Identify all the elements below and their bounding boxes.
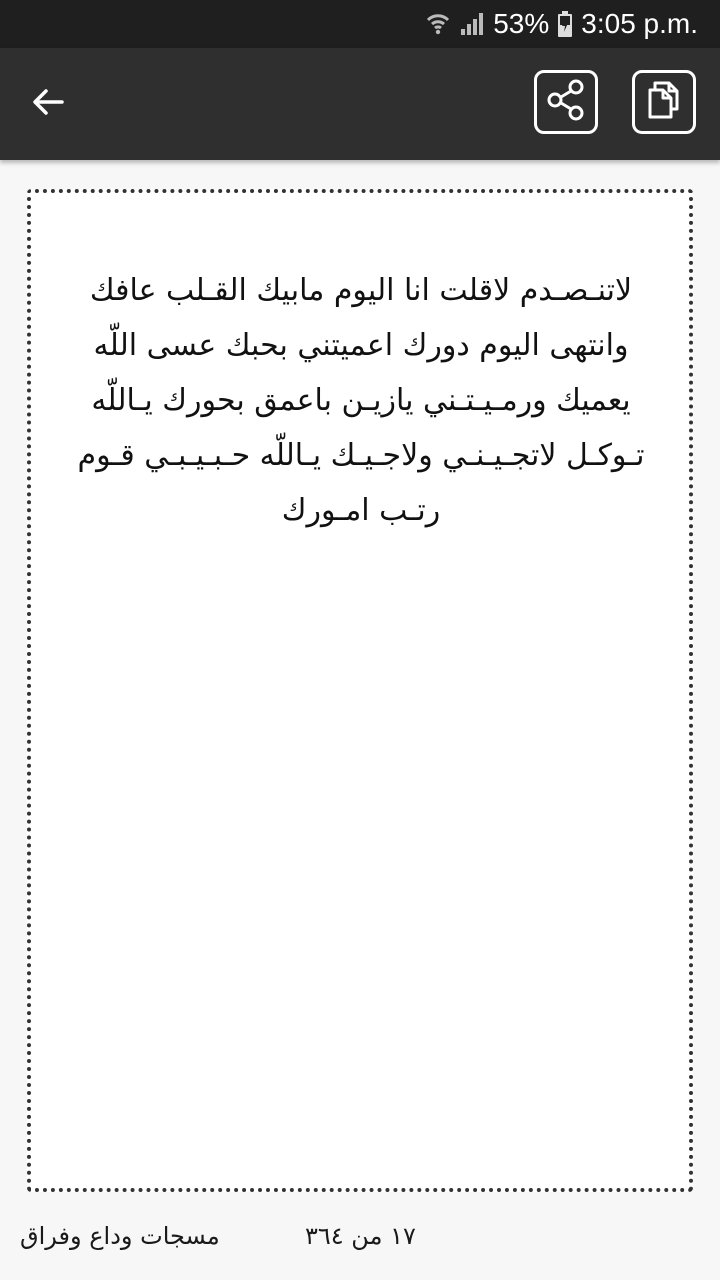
- footer: [0, 1200, 720, 1280]
- message-counter: ١٧ من ٣٦٤: [305, 1222, 416, 1250]
- battery-icon: [557, 10, 573, 38]
- signal-icon: [459, 11, 485, 37]
- copy-button[interactable]: [632, 70, 696, 134]
- status-bar: [0, 0, 720, 48]
- wifi-icon: [425, 11, 451, 37]
- category-label: مسجات وداع وفراق: [20, 1222, 220, 1250]
- share-button[interactable]: [534, 70, 598, 134]
- back-button[interactable]: [18, 74, 78, 134]
- message-text: لاتنـصـدم لاقلت انا اليوم مابيك القـلب عافك وانتهى اليوم دورك اعميتني بحبك عسى اللّه يعميك ورمـيـتـني يازيـن باعمق بحورك يـاللّه تـوكـل لاتجـيـنـي ولاجـيـك يـاللّه حـبـيـبـي قـوم رتـب امـورك: [77, 273, 645, 528]
- message-card: [27, 189, 693, 1192]
- battery-percent: 53%: [493, 8, 550, 39]
- copy-icon: [641, 77, 687, 127]
- clock: 3:05 p.m.: [581, 8, 698, 39]
- share-icon: [543, 77, 589, 127]
- back-arrow-icon: [30, 84, 66, 124]
- app-bar: [0, 48, 720, 160]
